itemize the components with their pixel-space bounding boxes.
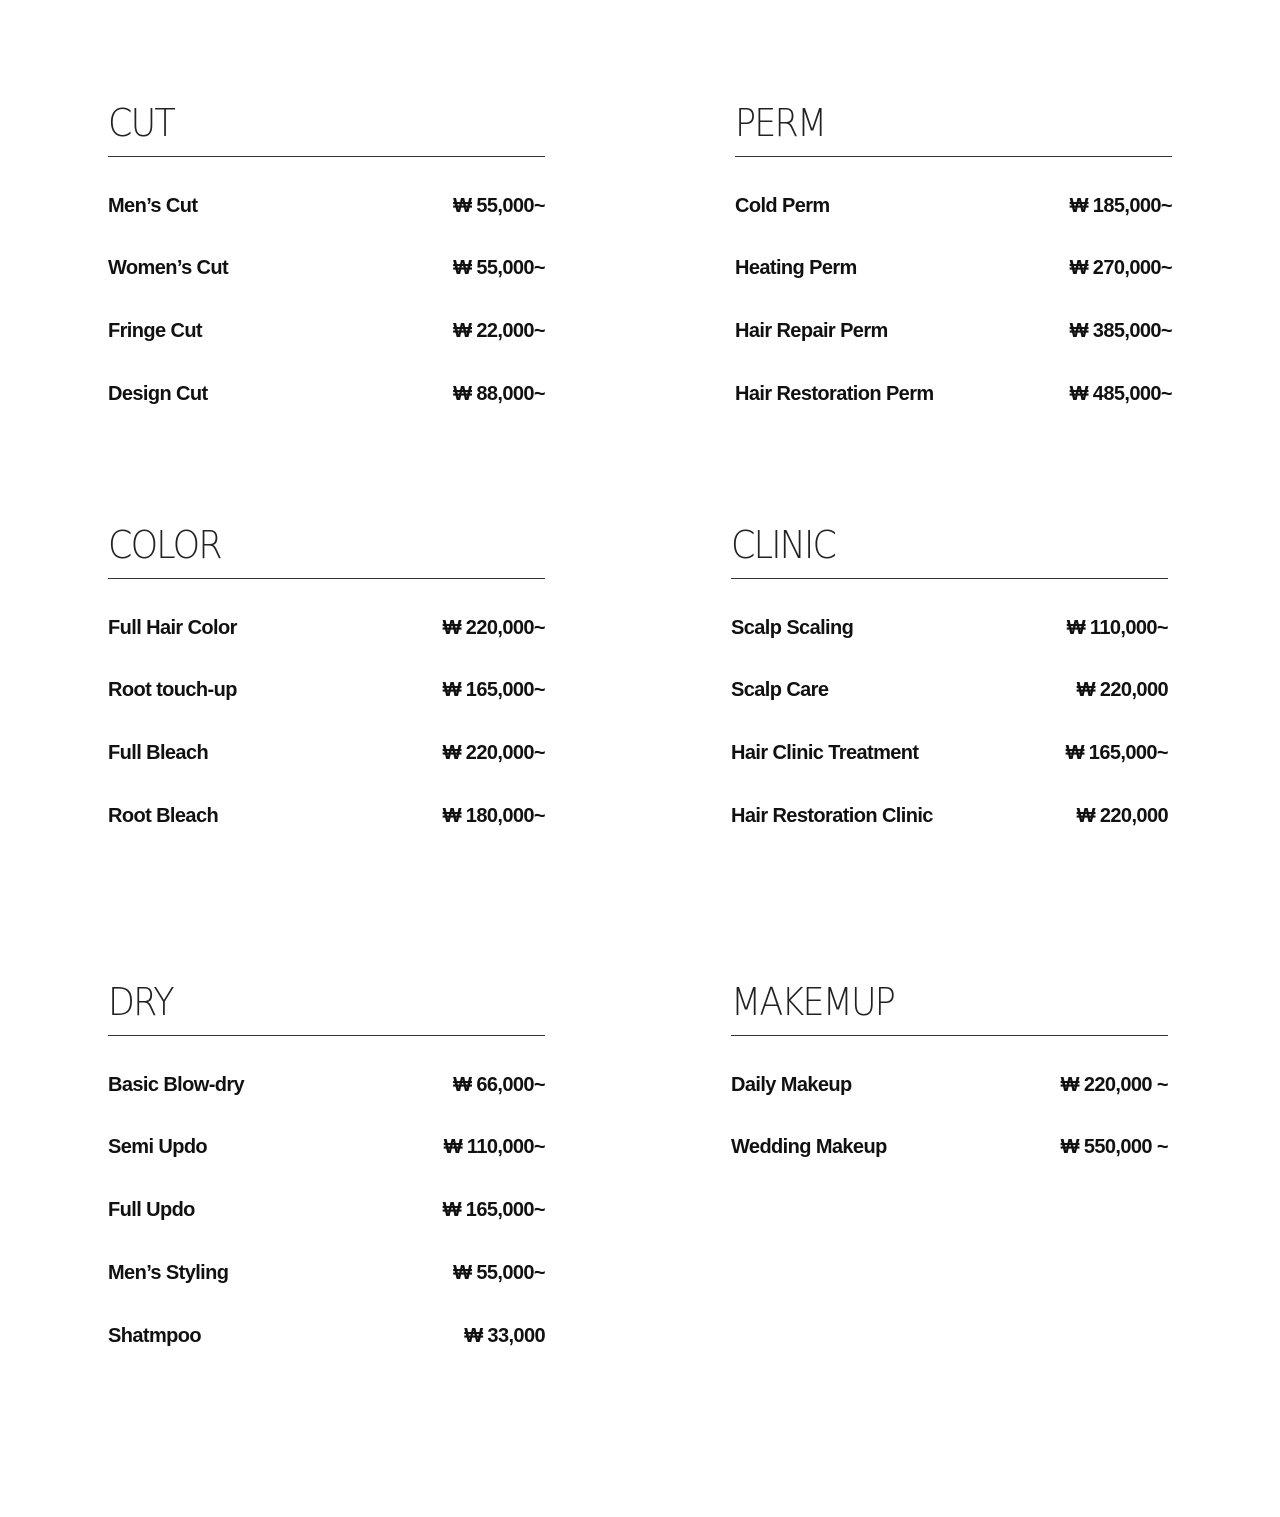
service-price: ₩ 220,000: [1076, 679, 1168, 702]
service-price: ₩ 220,000~: [442, 616, 545, 639]
price-item: [731, 795, 1168, 837]
service-name: Scalp Care: [731, 679, 829, 702]
price-item: [731, 1064, 1168, 1106]
service-name: Shatmpoo: [108, 1324, 201, 1347]
service-price: ₩ 88,000~: [453, 382, 545, 405]
price-item: [108, 373, 545, 415]
price-item: [731, 670, 1168, 712]
section-title-cut: CUT: [108, 101, 174, 145]
section-clinic: [731, 523, 1168, 858]
section-title-clinic: CLINIC: [731, 523, 836, 567]
service-price: ₩ 485,000~: [1069, 382, 1172, 405]
service-name: Hair Repair Perm: [735, 320, 888, 343]
service-price: ₩ 55,000~: [453, 1261, 545, 1284]
price-item: [108, 1190, 545, 1232]
service-price: ₩ 110,000~: [443, 1136, 545, 1159]
section-divider: [108, 1035, 545, 1036]
section-dry: [108, 980, 545, 1378]
service-price: ₩ 165,000~: [442, 679, 545, 702]
service-name: Root touch-up: [108, 679, 237, 702]
service-name: Daily Makeup: [731, 1073, 852, 1096]
service-price: ₩ 165,000~: [1065, 742, 1168, 765]
service-name: Root Bleach: [108, 804, 219, 827]
price-item: [108, 795, 545, 837]
price-item: [735, 373, 1172, 415]
price-item: [108, 248, 545, 290]
section-color: [108, 523, 545, 858]
price-list: [108, 607, 545, 837]
price-item: [735, 248, 1172, 290]
service-price: ₩ 22,000~: [453, 320, 545, 343]
price-item: [108, 1127, 545, 1169]
price-item: [108, 1064, 545, 1106]
price-item: [108, 1315, 545, 1357]
service-name: Cold Perm: [735, 194, 830, 217]
price-item: [731, 1127, 1168, 1169]
price-item: [108, 311, 545, 353]
service-price: ₩ 55,000~: [453, 194, 545, 217]
price-list: [108, 185, 545, 415]
price-list: [735, 185, 1172, 415]
service-name: Full Updo: [108, 1199, 195, 1222]
section-title-color: COLOR: [108, 523, 221, 567]
service-name: Hair Restoration Clinic: [731, 804, 933, 827]
section-divider: [731, 578, 1168, 579]
service-price: ₩ 66,000~: [453, 1073, 545, 1096]
service-price: ₩ 55,000~: [453, 257, 545, 280]
price-item: [731, 733, 1168, 775]
price-item: [108, 1252, 545, 1294]
service-price: ₩ 550,000 ~: [1060, 1136, 1168, 1159]
service-name: Semi Updo: [108, 1136, 208, 1159]
price-item: [108, 733, 545, 775]
service-name: Women’s Cut: [108, 257, 229, 280]
service-price: ₩ 165,000~: [442, 1199, 545, 1222]
service-name: Full Hair Color: [108, 616, 237, 639]
section-divider: [735, 156, 1172, 157]
section-makeup: [731, 980, 1168, 1190]
section-perm: [735, 101, 1172, 436]
price-item: [108, 185, 545, 227]
price-item: [735, 311, 1172, 353]
service-price: ₩ 110,000~: [1066, 616, 1168, 639]
service-name: Fringe Cut: [108, 320, 202, 343]
service-name: Hair Restoration Perm: [735, 382, 934, 405]
service-price: ₩ 180,000~: [442, 804, 545, 827]
service-price: ₩ 385,000~: [1069, 320, 1172, 343]
section-divider: [731, 1035, 1168, 1036]
service-name: Full Bleach: [108, 742, 209, 765]
section-divider: [108, 578, 545, 579]
section-divider: [108, 156, 545, 157]
service-name: Hair Clinic Treatment: [731, 742, 919, 765]
section-cut: [108, 101, 545, 436]
service-name: Design Cut: [108, 382, 208, 405]
service-name: Basic Blow-dry: [108, 1073, 245, 1096]
price-list: [731, 607, 1168, 837]
service-name: Men’s Styling: [108, 1261, 229, 1284]
service-price: ₩ 220,000: [1076, 804, 1168, 827]
section-title-dry: DRY: [108, 980, 173, 1024]
service-name: Scalp Scaling: [731, 616, 854, 639]
price-item: [108, 670, 545, 712]
service-price: ₩ 220,000 ~: [1060, 1073, 1168, 1096]
section-title-makeup: MAKEMUP: [731, 980, 895, 1024]
service-price: ₩ 220,000~: [442, 742, 545, 765]
price-list: [108, 1064, 545, 1357]
service-price: ₩ 270,000~: [1069, 257, 1172, 280]
price-item: [735, 185, 1172, 227]
section-title-perm: PERM: [735, 101, 826, 145]
service-price: ₩ 33,000: [464, 1324, 545, 1347]
price-item: [731, 607, 1168, 649]
price-list: [731, 1064, 1168, 1169]
service-name: Men’s Cut: [108, 194, 198, 217]
service-name: Wedding Makeup: [731, 1136, 887, 1159]
service-name: Heating Perm: [735, 257, 857, 280]
price-item: [108, 607, 545, 649]
service-price: ₩ 185,000~: [1069, 194, 1172, 217]
